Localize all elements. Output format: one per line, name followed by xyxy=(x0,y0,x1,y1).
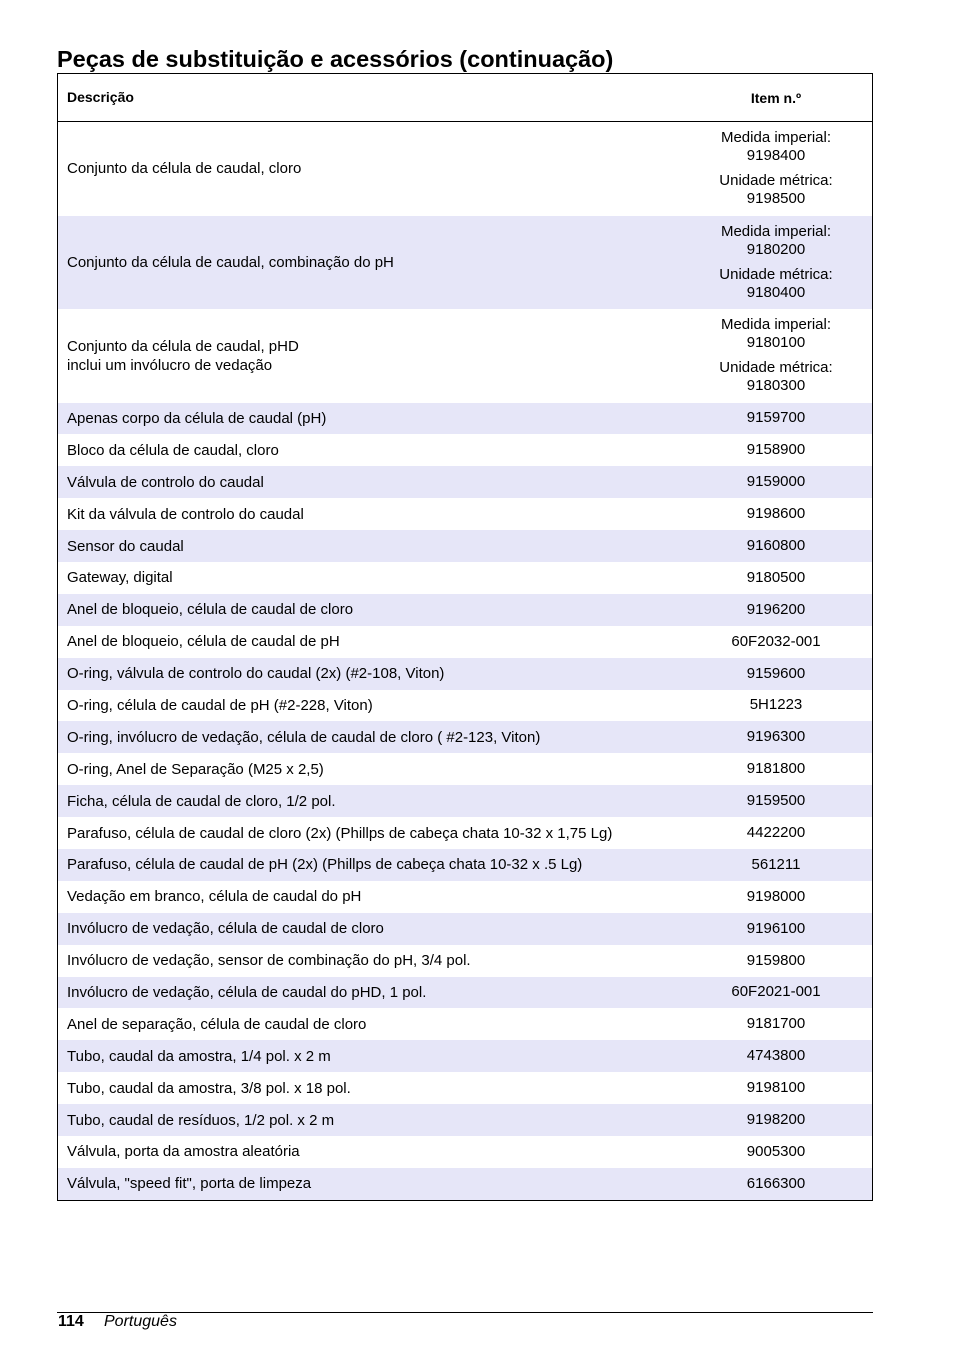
row-item-number xyxy=(680,473,872,491)
item-number: 9198400 xyxy=(746,147,806,165)
row-item-number xyxy=(680,665,872,683)
item-number-group xyxy=(680,983,872,1001)
row-description xyxy=(58,159,680,178)
row-item-number xyxy=(680,1143,872,1161)
row-item-number xyxy=(680,728,872,746)
item-number: 561211 xyxy=(751,855,801,873)
description-line: Bloco da célula de caudal, cloro xyxy=(67,441,279,459)
description-line: Anel de bloqueio, célula de caudal de cloro xyxy=(67,601,354,619)
unit-label: Medida imperial: xyxy=(720,316,832,334)
unit-label: Unidade métrica: xyxy=(719,359,833,377)
unit-label: Medida imperial: xyxy=(720,222,832,240)
row-description xyxy=(58,1174,680,1193)
table-row xyxy=(58,1008,872,1040)
description-line: Invólucro de vedação, célula de caudal de cloro xyxy=(67,920,384,938)
row-description xyxy=(58,792,680,811)
item-number-group xyxy=(680,728,872,746)
item-number: 9196100 xyxy=(746,919,806,937)
table-row xyxy=(58,466,872,498)
item-number-group xyxy=(680,888,872,906)
description-line: Tubo, caudal de resíduos, 1/2 pol. x 2 m xyxy=(67,1111,335,1129)
item-number: 4743800 xyxy=(746,1047,806,1065)
row-description xyxy=(58,664,680,683)
description-line: Ficha, célula de caudal de cloro, 1/2 pol. xyxy=(67,792,336,810)
item-number: 9159600 xyxy=(746,664,806,682)
row-item-number xyxy=(680,441,872,459)
item-number-group xyxy=(680,1175,872,1193)
description-line: Conjunto da célula de caudal, combinação do pH xyxy=(67,253,394,271)
description-line: Anel de bloqueio, célula de caudal de pH xyxy=(67,633,340,651)
item-number: 9180100 xyxy=(746,334,806,352)
table-row xyxy=(58,785,872,817)
item-number: 9005300 xyxy=(746,1142,806,1160)
item-number: 60F2021-001 xyxy=(731,983,821,1001)
row-description xyxy=(58,1015,680,1034)
table-row xyxy=(58,721,872,753)
item-number-group xyxy=(680,856,872,874)
row-description xyxy=(58,409,680,428)
item-number-group xyxy=(680,409,872,427)
item-number-group xyxy=(680,359,872,395)
description-line: Válvula, "speed fit", porta de limpeza xyxy=(67,1175,312,1193)
row-item-number xyxy=(680,983,872,1001)
item-number: 9180200 xyxy=(746,240,806,258)
row-description xyxy=(58,824,680,843)
item-number: 5H1223 xyxy=(749,696,803,714)
description-line: Apenas corpo da célula de caudal (pH) xyxy=(67,409,327,427)
item-number: 60F2032-001 xyxy=(731,632,821,650)
row-description xyxy=(58,253,680,272)
row-description xyxy=(58,1142,680,1161)
item-number-group xyxy=(680,505,872,523)
item-number: 9198200 xyxy=(746,1111,806,1129)
item-number-group xyxy=(680,441,872,459)
row-item-number xyxy=(680,1047,872,1065)
item-number: 9181800 xyxy=(746,760,806,778)
row-item-number xyxy=(680,409,872,427)
item-number: 9159800 xyxy=(746,951,806,969)
row-item-number xyxy=(680,888,872,906)
item-number-group xyxy=(680,665,872,683)
table-header xyxy=(58,74,872,122)
table-row xyxy=(58,658,872,690)
item-number: 9181700 xyxy=(746,1015,806,1033)
table-row xyxy=(58,1072,872,1104)
row-description xyxy=(58,473,680,492)
item-number: 6166300 xyxy=(746,1174,806,1192)
item-number-group xyxy=(680,172,872,208)
table-row xyxy=(58,977,872,1009)
item-number: 9180500 xyxy=(746,568,806,586)
table-row xyxy=(58,309,872,403)
row-description xyxy=(58,696,680,715)
item-number-group xyxy=(680,129,872,165)
row-description xyxy=(58,1047,680,1066)
row-item-number xyxy=(680,824,872,842)
table-row xyxy=(58,1136,872,1168)
item-number-group xyxy=(680,824,872,842)
table-row xyxy=(58,562,872,594)
row-item-number xyxy=(680,1079,872,1097)
row-description xyxy=(58,1079,680,1098)
item-number-group xyxy=(680,696,872,714)
item-number: 9196200 xyxy=(746,600,806,618)
table-row xyxy=(58,1040,872,1072)
table-row xyxy=(58,945,872,977)
description-line: Gateway, digital xyxy=(67,569,173,587)
row-item-number xyxy=(680,505,872,523)
row-description xyxy=(58,568,680,587)
row-item-number xyxy=(680,920,872,938)
row-item-number xyxy=(680,316,872,395)
row-description xyxy=(58,337,680,375)
row-description xyxy=(58,441,680,460)
description-line: Invólucro de vedação, célula de caudal do pHD, 1 pol. xyxy=(67,983,427,1001)
description-line: Vedação em branco, célula de caudal do pH xyxy=(67,888,362,906)
row-description xyxy=(58,855,680,874)
description-line: Anel de separação, célula de caudal de cloro xyxy=(67,1015,367,1033)
description-line: Sensor do caudal xyxy=(67,537,184,555)
table-row xyxy=(58,753,872,785)
item-number-group xyxy=(680,537,872,555)
description-line: Válvula, porta da amostra aleatória xyxy=(67,1143,300,1161)
row-item-number xyxy=(680,569,872,587)
table-row xyxy=(58,216,872,310)
row-item-number xyxy=(680,952,872,970)
description-line: O-ring, célula de caudal de pH (#2-228, Viton) xyxy=(67,696,373,714)
item-number: 9180400 xyxy=(746,283,806,301)
item-number: 9158900 xyxy=(746,441,806,459)
row-description xyxy=(58,760,680,779)
item-number: 9159000 xyxy=(746,473,806,491)
table-row xyxy=(58,594,872,626)
description-line: Válvula de controlo do caudal xyxy=(67,473,264,491)
row-item-number xyxy=(680,856,872,874)
item-number: 9160800 xyxy=(746,537,806,554)
row-item-number xyxy=(680,696,872,714)
description-line: Kit da válvula de controlo do caudal xyxy=(67,505,304,523)
description-line: O-ring, invólucro de vedação, célula de caudal de cloro ( #2-123, Viton) xyxy=(67,728,541,746)
table-row xyxy=(58,626,872,658)
table-row xyxy=(58,913,872,945)
row-item-number xyxy=(680,792,872,810)
row-item-number xyxy=(680,537,872,555)
row-item-number xyxy=(680,223,872,302)
description-line: Tubo, caudal da amostra, 3/8 pol. x 18 pol. xyxy=(67,1079,351,1097)
item-number-group xyxy=(680,760,872,778)
item-number-group xyxy=(680,266,872,302)
parts-table xyxy=(57,73,873,1201)
item-number: 9198000 xyxy=(746,887,806,905)
item-number-group xyxy=(680,569,872,587)
item-number-group xyxy=(680,920,872,938)
row-description xyxy=(58,951,680,970)
table-row xyxy=(58,403,872,435)
row-description xyxy=(58,505,680,524)
item-number: 9159700 xyxy=(746,409,806,427)
table-row xyxy=(58,849,872,881)
page-number: 114 xyxy=(58,1313,84,1330)
item-number: 9198500 xyxy=(746,190,806,208)
row-description xyxy=(58,632,680,651)
item-number: 4422200 xyxy=(746,824,806,842)
item-number: 9180300 xyxy=(746,377,806,395)
item-number-group xyxy=(680,1047,872,1065)
row-item-number xyxy=(680,1015,872,1033)
item-number-group xyxy=(680,1143,872,1161)
row-description xyxy=(58,600,680,619)
table-row xyxy=(58,690,872,722)
row-item-number xyxy=(680,1111,872,1129)
header-description: Descrição xyxy=(67,89,134,105)
page-language: Português xyxy=(104,1313,177,1330)
item-number-group xyxy=(680,633,872,651)
row-item-number xyxy=(680,1175,872,1193)
table-row xyxy=(58,498,872,530)
item-number-group xyxy=(680,1079,872,1097)
table-row xyxy=(58,122,872,216)
table-row xyxy=(58,434,872,466)
description-line: Parafuso, célula de caudal de cloro (2x) (Phillps de cabeça chata 10-32 x 1,75 Lg) xyxy=(67,824,613,842)
description-line: Conjunto da célula de caudal, pHD xyxy=(67,337,299,355)
row-description xyxy=(58,728,680,747)
description-line: O-ring, Anel de Separação (M25 x 2,5) xyxy=(67,760,324,778)
row-item-number xyxy=(680,601,872,619)
description-line: Conjunto da célula de caudal, cloro xyxy=(67,160,302,178)
description-line: inclui um invólucro de vedação xyxy=(67,356,273,374)
table-row xyxy=(58,1104,872,1136)
row-item-number xyxy=(680,760,872,778)
description-line: Invólucro de vedação, sensor de combinação do pH, 3/4 pol. xyxy=(67,952,471,970)
row-description xyxy=(58,1111,680,1130)
footer-divider xyxy=(57,1312,873,1313)
item-number-group xyxy=(680,792,872,810)
row-description xyxy=(58,537,680,556)
unit-label: Medida imperial: xyxy=(720,129,832,147)
unit-label: Unidade métrica: xyxy=(719,265,833,283)
row-item-number xyxy=(680,129,872,208)
description-line: Tubo, caudal da amostra, 1/4 pol. x 2 m xyxy=(67,1047,331,1065)
table-row xyxy=(58,881,872,913)
description-line: Parafuso, célula de caudal de pH (2x) (Phillps de cabeça chata 10-32 x .5 Lg) xyxy=(67,856,583,874)
item-number-group xyxy=(680,1111,872,1129)
table-body xyxy=(58,122,872,1200)
item-number: 9198100 xyxy=(746,1079,806,1097)
row-description xyxy=(58,983,680,1002)
item-number: 9196300 xyxy=(746,728,806,746)
header-item-number: Item n.º xyxy=(750,89,802,106)
item-number: 9198600 xyxy=(746,505,806,523)
item-number-group xyxy=(680,1015,872,1033)
unit-label: Unidade métrica: xyxy=(719,172,833,190)
table-row xyxy=(58,530,872,562)
item-number: 9159500 xyxy=(746,792,806,810)
item-number-group xyxy=(680,473,872,491)
row-description xyxy=(58,887,680,906)
item-number-group xyxy=(680,601,872,619)
table-row xyxy=(58,1168,872,1200)
row-item-number xyxy=(680,633,872,651)
item-number-group xyxy=(680,316,872,352)
item-number-group xyxy=(680,952,872,970)
description-line: O-ring, válvula de controlo do caudal (2x) (#2-108, Viton) xyxy=(67,665,445,683)
page-title: Peças de substituição e acessórios (continuação) xyxy=(57,46,614,72)
row-description xyxy=(58,919,680,938)
item-number-group xyxy=(680,223,872,259)
table-row xyxy=(58,817,872,849)
